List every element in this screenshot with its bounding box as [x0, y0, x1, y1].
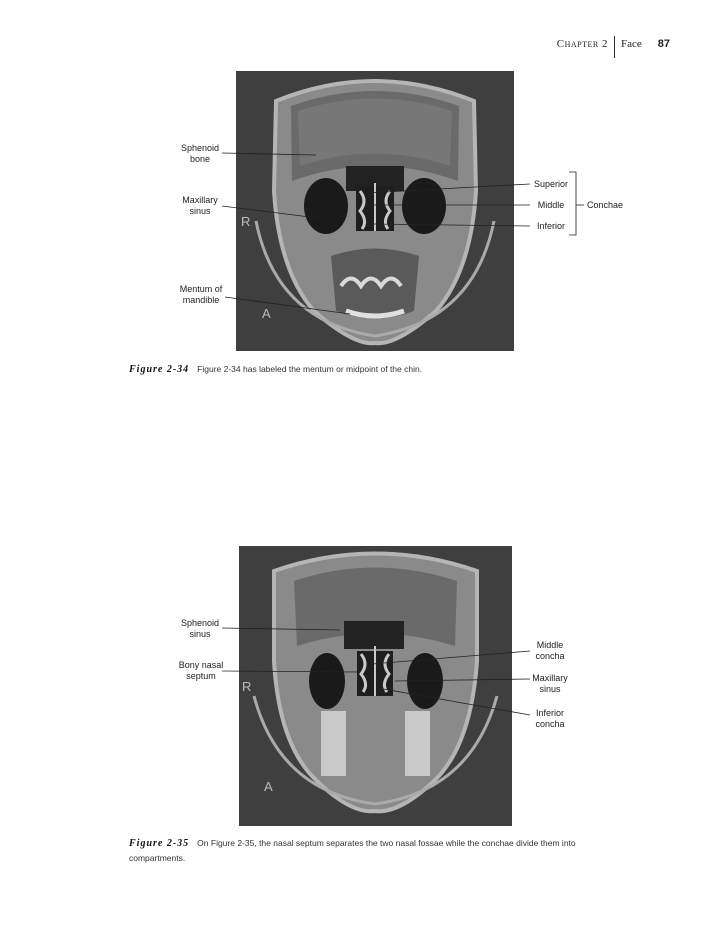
caption-figure-2-34 [129, 362, 422, 377]
leader-maxillary-sinus-2 [395, 679, 530, 681]
label-inferior-concha: Inferior concha [535, 708, 565, 729]
svg-text:R: R [241, 214, 251, 229]
page-number: 87 [657, 38, 670, 50]
caption-text-2-34: Figure 2-34 has labeled the mentum or midpoint of the chin. [197, 364, 423, 374]
label-superior: Superior [533, 179, 569, 189]
leader-inferior-concha [378, 688, 530, 715]
leader-inferior [372, 224, 530, 226]
svg-text:R: R [242, 679, 252, 694]
label-maxillary-sinus: Maxillary sinus [182, 195, 218, 216]
label-maxillary-sinus-2: Maxillary sinus [532, 673, 568, 694]
leader-sphenoid-bone [222, 153, 316, 155]
caption-text-2-35: On Figure 2-35, the nasal septum separates the two nasal fossae while the conchae divide them into compartments. [129, 838, 576, 863]
label-bony-septum: Bony nasal septum [178, 660, 224, 681]
leader-superior [366, 184, 530, 193]
svg-text:A: A [262, 306, 271, 321]
label-mentum: Mentum of mandible [179, 284, 223, 305]
label-inferior: Inferior [536, 221, 565, 231]
header-section: Face [620, 38, 642, 50]
leader-sphenoid-sinus [222, 628, 340, 630]
caption-number-2-35: Figure 2-35 [129, 838, 190, 849]
leader-maxillary-sinus [222, 206, 318, 218]
leader-bony-septum [222, 671, 360, 672]
label-sphenoid-bone: Sphenoid bone [180, 143, 220, 164]
caption-number-2-34: Figure 2-34 [129, 364, 190, 375]
header-chapter: Chapter 2 [556, 38, 608, 50]
leader-middle-concha [372, 651, 530, 664]
label-middle: Middle [537, 200, 565, 210]
svg-text:A: A [264, 779, 273, 794]
label-conchae: Conchae [586, 200, 624, 210]
leader-mentum [225, 297, 350, 314]
label-middle-concha: Middle concha [535, 640, 565, 661]
caption-figure-2-35 [129, 836, 624, 866]
label-sphenoid-sinus: Sphenoid sinus [180, 618, 220, 639]
